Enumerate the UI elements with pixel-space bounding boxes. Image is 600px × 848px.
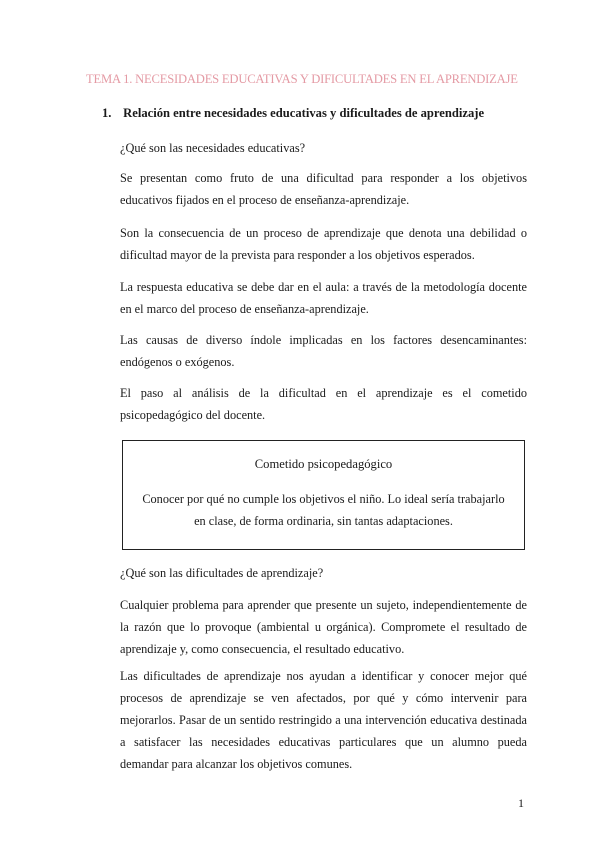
paragraph-7: Las dificultades de aprendizaje nos ayudan a identificar y conocer mejor qué procesos de aprendizaje se ven afectados, por qué y cómo intervenir para mejorarlos. Pasar de un sentido restringido a una intervención educativa destinada a satisfacer las necesidades educativas particulares que un alumno pueda demandar para alcanzar los objetivos comunes. <box>120 669 527 771</box>
section-number: 1. <box>102 106 112 120</box>
paragraph-2: Son la consecuencia de un proceso de aprendizaje que denota una debilidad o dificultad mayor de la prevista para responder a los objetivos esperados. <box>120 226 527 262</box>
paragraph-6: Cualquier problema para aprender que presente un sujeto, independientemente de la razón que lo provoque (ambiental u orgánica). Compromete el resultado de aprendizaje y, como consecuencia, el resultado educativo. <box>120 598 527 656</box>
paragraph-5: El paso al análisis de la dificultad en el aprendizaje es el cometido psicopedagógico del docente. <box>120 386 527 422</box>
page-number: 1 <box>518 796 524 810</box>
tema-title: TEMA 1. NECESIDADES EDUCATIVAS Y DIFICULTADES EN EL APRENDIZAJE <box>86 72 518 86</box>
paragraph-3: La respuesta educativa se debe dar en el aula: a través de la metodología docente en el marco del proceso de enseñanza-aprendizaje. <box>120 280 527 316</box>
section-heading <box>102 106 484 121</box>
paragraph-4: Las causas de diverso índole implicadas en los factores desencaminantes: endógenos o exógenos. <box>120 333 527 369</box>
box-title: Cometido psicopedagógico <box>254 457 393 471</box>
section-title: Relación entre necesidades educativas y dificultades de aprendizaje <box>123 106 485 120</box>
question-dificultades: ¿Qué son las dificultades de aprendizaje? <box>120 566 324 580</box>
paragraph-1: Se presentan como fruto de una dificultad para responder a los objetivos educativos fijados en el proceso de enseñanza-aprendizaje. <box>120 171 527 207</box>
box-text: Conocer por qué no cumple los objetivos el niño. Lo ideal sería trabajarlo en clase, de forma ordinaria, sin tantas adaptaciones. <box>142 492 505 528</box>
question-necesidades: ¿Qué son las necesidades educativas? <box>120 141 306 155</box>
cometido-box <box>122 440 525 550</box>
